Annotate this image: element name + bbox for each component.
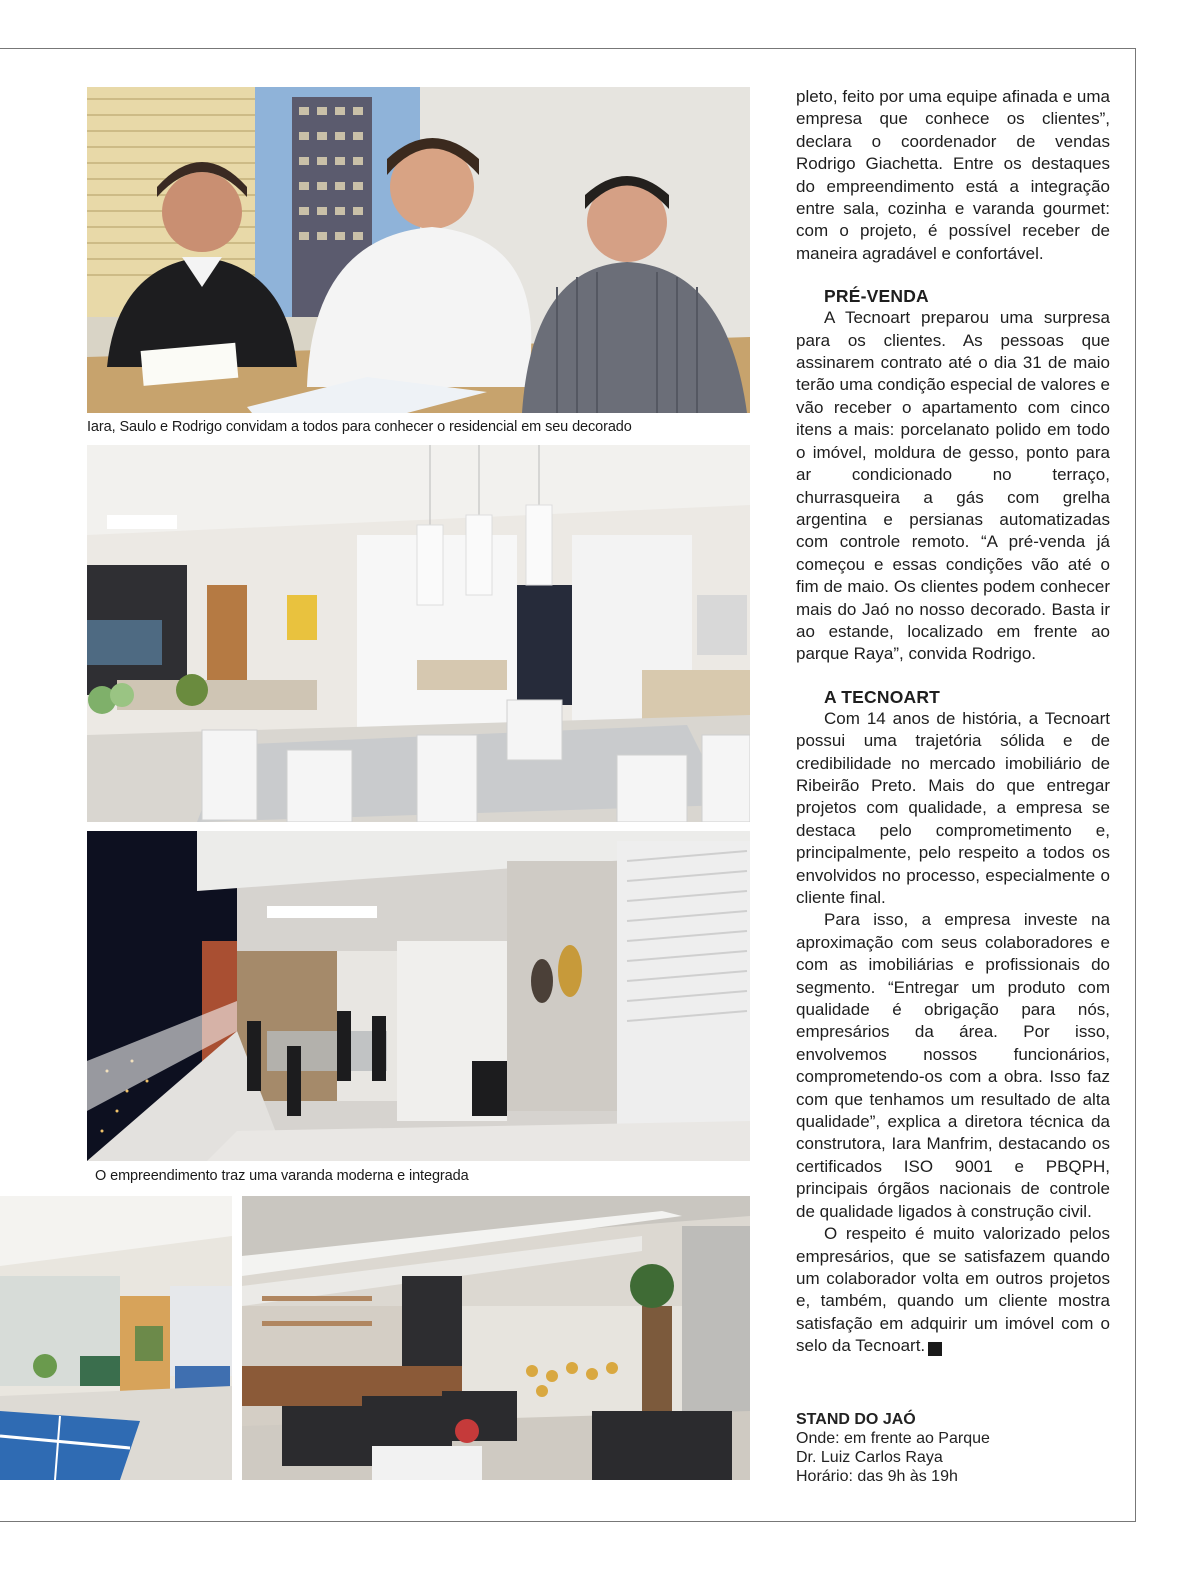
stand-info-box xyxy=(796,1410,1096,1486)
article-paragraph: A Tecnoart preparou uma surpresa para os clientes. As pessoas que assinarem contrato até o dia 31 de maio terão uma condição especial de valores e vão receber o apartamento com cinco itens a mais: porcelanato polido em todo o imóvel, moldura de gesso, ponto para ar condicionado no terraço, churrasqueira a gás com grelha argentina e persianas automatizadas com controle remoto. “A pré-venda já começou e essas condições vão até o fim de maio. Os clientes podem conhecer mais do Jaó no nosso decorado. Basta ir ao estande, localizado em frente ao parque Raya”, convida Rodrigo. xyxy=(796,308,1110,664)
caption-balcony: O empreendimento traz uma varanda moderna e integrada xyxy=(95,1168,469,1184)
section-heading-tecnoart: A TECNOART xyxy=(824,686,941,707)
photo-game-room xyxy=(0,1196,232,1480)
article-paragraph-text: O respeito é muito valorizado pelos empresários, que se satisfazem quando um colaborador volta em outros projetos e, também, quando um cliente mostra satisfação em adquirir um imóvel com o selo da Tecnoart. xyxy=(796,1224,1110,1356)
article-paragraph-last xyxy=(796,1223,1110,1357)
photo-team xyxy=(87,87,750,413)
caption-team: Iara, Saulo e Rodrigo convidam a todos para conhecer o residencial em seu decorado xyxy=(87,419,632,435)
article-column xyxy=(796,86,1110,1358)
section-heading-pre-venda: PRÉ-VENDA xyxy=(824,286,929,307)
photo-lounge xyxy=(242,1196,750,1480)
photo-living-room xyxy=(87,445,750,822)
stand-location-line: Onde: em frente ao Parque xyxy=(796,1430,990,1447)
article-paragraph: pleto, feito por uma equipe afinada e uma empresa que conhece os clientes”, declara o coordenador de vendas Rodrigo Giachetta. Entre os destaques do empreendimento está a integração entre sala, cozinha e varanda gourmet: com o projeto, é possível receber de maneira agradável e confortável. xyxy=(796,87,1110,263)
stand-address-line: Dr. Luiz Carlos Raya xyxy=(796,1449,943,1466)
stand-title: STAND DO JAÓ xyxy=(796,1411,916,1428)
stand-hours-line: Horário: das 9h às 19h xyxy=(796,1468,958,1485)
article-paragraph: Com 14 anos de história, a Tecnoart possui uma trajetória sólida e de credibilidade no mercado imobiliário de Ribeirão Preto. Mais do que entregar projetos com qualidade, a empresa se destaca pelo comprometimento e, principalmente, pelo respeito a todos os envolvidos no processo, especialmente o cliente final. xyxy=(796,708,1110,907)
article-paragraph: Para isso, a empresa investe na aproximação com seus colaboradores e com as imobiliárias e profissionais do segmento. “Entregar um produto com qualidade é obrigação para nós, empresários da área. Por isso, envolvemos nossos funcionários, comprometendo-os com a obra. Isso faz com que tenhamos um resultado de alta qualidade”, explica a diretora técnica da construtora, Iara Manfrim, destacando os certificados ISO 9001 e PBQPH, principais órgãos nacionais de controle de qualidade ligados à construção civil. xyxy=(796,910,1110,1221)
end-mark-icon: r xyxy=(928,1342,942,1356)
photo-balcony xyxy=(87,831,750,1161)
